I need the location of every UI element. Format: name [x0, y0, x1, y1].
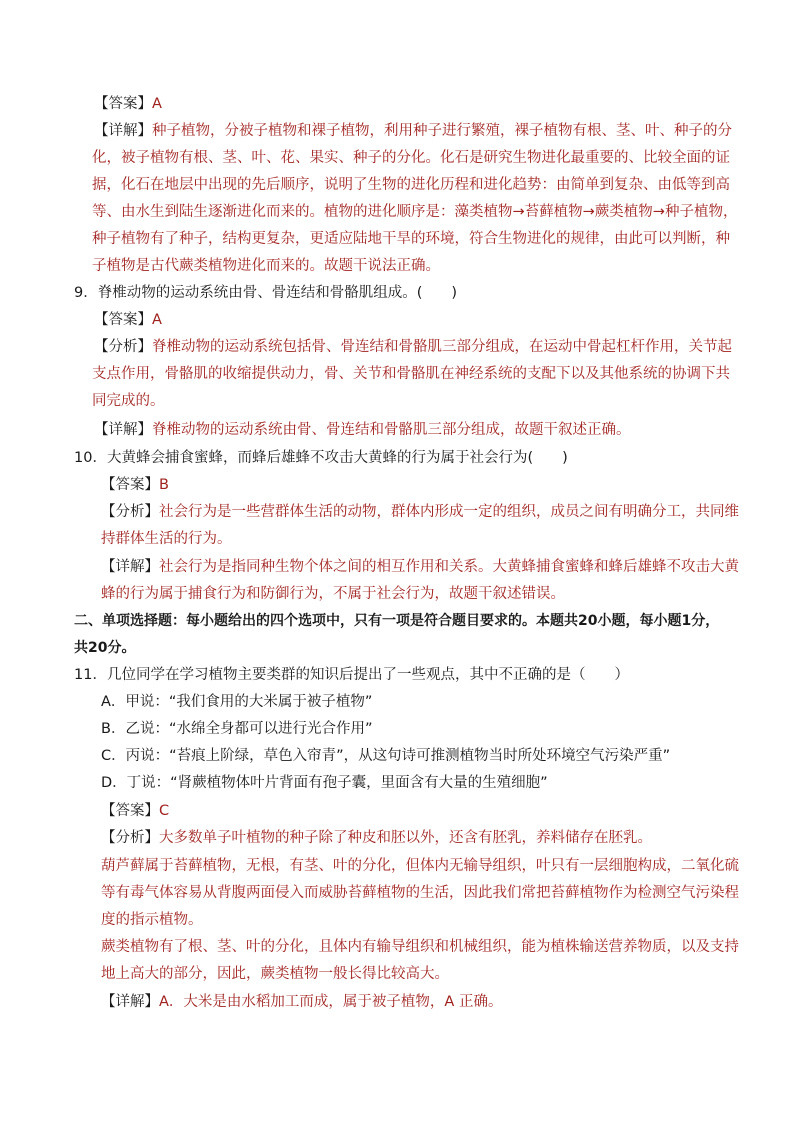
detail-text: 脊椎动物的运动系统由骨、骨连结和骨骼肌三部分组成，故题干叙述正确。	[152, 422, 631, 438]
question-11: 11．几位同学在学习植物主要类群的知识后提出了一些观点，其中不正确的是（ ）	[74, 667, 629, 683]
analysis-line	[101, 828, 652, 848]
answer-label: 【答案】	[94, 312, 152, 328]
option-c: C．丙说：“苔痕上阶绿，草色入帘青”，从这句诗可推测植物当时所处环境空气污染严重”	[101, 748, 671, 764]
detail-text: 蜂的行为属于捕食行为和防御行为，不属于社会行为，故题干叙述错误。	[101, 586, 565, 602]
detail-line	[94, 420, 631, 440]
answer-label: 【答案】	[94, 96, 152, 112]
detail-text: 化，被子植物有根、茎、叶、花、果实、种子的分化。化石是研究生物进化最重要的、比较全面的证	[92, 150, 730, 166]
answer-label: 【答案】	[101, 477, 159, 493]
option-d: D．丁说：“肾蕨植物体叶片背面有孢子囊，里面含有大量的生殖细胞”	[101, 775, 548, 791]
answer-line-q9	[94, 310, 162, 330]
answer-label: 【答案】	[101, 803, 159, 819]
detail-text: 种子植物，分被子植物和裸子植物，利用种子进行繁殖，裸子植物有根、茎、叶、种子的分	[152, 123, 732, 139]
analysis-line	[94, 337, 732, 357]
analysis-line	[101, 502, 739, 522]
analysis-text: 葫芦藓属于苔藓植物，无根，有茎、叶的分化，但体内无输导组织，叶只有一层细胞构成，二氧化硫	[101, 858, 739, 874]
answer-line-top	[94, 94, 162, 114]
detail-text: 社会行为是指同种生物个体之间的相互作用和关系。大黄蜂捕食蜜蜂和蜂后雄蜂不攻击大黄	[159, 559, 739, 575]
analysis-text: 大多数单子叶植物的种子除了种皮和胚以外，还含有胚乳，养料储存在胚乳。	[159, 830, 652, 846]
detail-text: 等、由水生到陆生逐渐进化而来的。植物的进化顺序是：藻类植物→苔藓植物→蕨类植物→种子植物，	[92, 204, 738, 220]
answer-line-q11	[101, 801, 169, 821]
detail-text: 种子植物有了种子，结构更复杂，更适应陆地干旱的环境，符合生物进化的规律，由此可以判断，种	[92, 231, 730, 247]
detail-label: 【详解】	[94, 422, 152, 438]
detail-text: 据，化石在地层中出现的先后顺序，说明了生物的进化历程和进化趋势：由简单到复杂、由低等到高	[92, 177, 730, 193]
answer-value: B	[159, 477, 169, 493]
detail-text: A．大米是由水稻加工而成，属于被子植物，A 正确。	[159, 994, 503, 1010]
detail-text: 子植物是古代蕨类植物进化而来的。故题干说法正确。	[92, 258, 440, 274]
option-a: A．甲说：“我们食用的大米属于被子植物”	[101, 694, 373, 710]
section-heading-cont: 共20分。	[74, 640, 136, 656]
analysis-text: 等有毒气体容易从背腹两面侵入而威胁苔藓植物的生活，因此我们常把苔藓植物作为检测空气污染程	[101, 885, 739, 901]
analysis-text: 度的指示植物。	[101, 912, 203, 928]
detail-line	[101, 992, 502, 1012]
analysis-text: 持群体生活的行为。	[101, 531, 232, 547]
question-10: 10．大黄蜂会捕食蜜蜂，而蜂后雄蜂不攻击大黄蜂的行为属于社会行为( )	[74, 450, 568, 466]
option-b: B．乙说：“水绵全身都可以进行光合作用”	[101, 721, 373, 737]
answer-value: A	[152, 96, 162, 112]
analysis-text: 支点作用，骨骼肌的收缩提供动力，骨、关节和骨骼肌在神经系统的支配下以及其他系统的协调下共	[92, 366, 730, 382]
analysis-text: 同完成的。	[92, 393, 165, 409]
section-heading: 二、单项选择题：每小题给出的四个选项中，只有一项是符合题目要求的。本题共20小题，每小题1分，	[74, 613, 720, 629]
answer-value: C	[159, 803, 170, 819]
analysis-label: 【分析】	[94, 339, 152, 355]
answer-line-q10	[101, 475, 169, 495]
detail-line	[94, 121, 732, 141]
question-9: 9．脊椎动物的运动系统由骨、骨连结和骨骼肌组成。( )	[74, 285, 458, 301]
answer-value: A	[152, 312, 162, 328]
detail-label: 【详解】	[101, 559, 159, 575]
analysis-label: 【分析】	[101, 504, 159, 520]
detail-label: 【详解】	[101, 994, 159, 1010]
analysis-label: 【分析】	[101, 830, 159, 846]
analysis-text: 蕨类植物有了根、茎、叶的分化，且体内有输导组织和机械组织，能为植株输送营养物质，以及支持	[101, 939, 739, 955]
detail-line	[101, 557, 739, 577]
detail-label: 【详解】	[94, 123, 152, 139]
analysis-text: 脊椎动物的运动系统包括骨、骨连结和骨骼肌三部分组成，在运动中骨起杠杆作用，关节起	[152, 339, 732, 355]
analysis-text: 社会行为是一些营群体生活的动物，群体内形成一定的组织，成员之间有明确分工，共同维	[159, 504, 739, 520]
analysis-text: 地上高大的部分，因此，蕨类植物一般长得比较高大。	[101, 966, 449, 982]
